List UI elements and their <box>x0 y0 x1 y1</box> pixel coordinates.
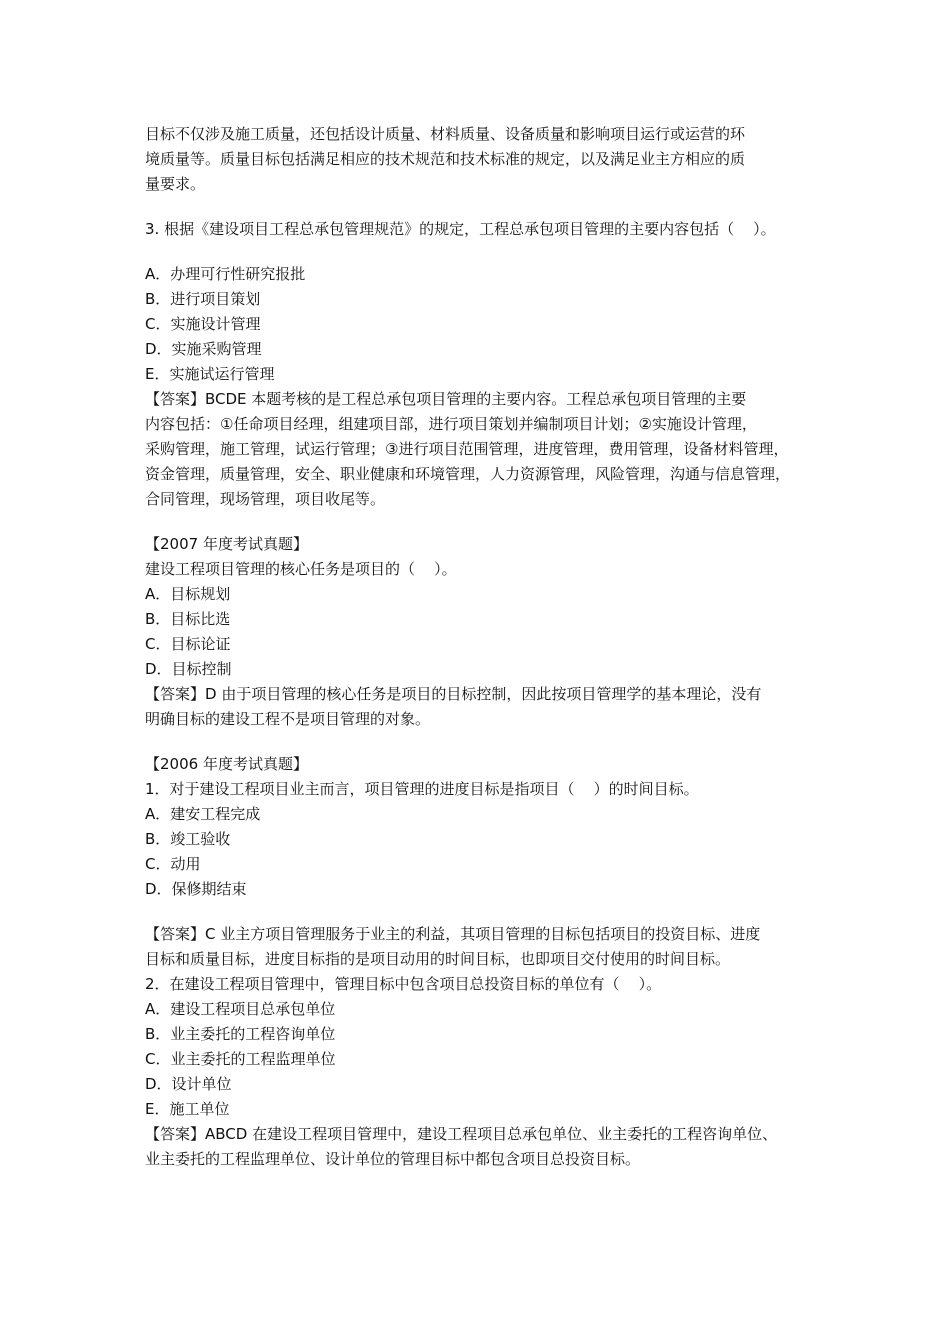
question-text: 3. 根据《建设项目工程总承包管理规范》的规定，工程总承包项目管理的主要内容包括（ ）。 <box>145 220 776 238</box>
option-d: D．设计单位 <box>145 1075 232 1093</box>
option-d: D．保修期结束 <box>145 880 247 898</box>
answer-line: 目标和质量目标，进度目标指的是项目动用的时间目标，也即项目交付使用的时间目标。 <box>145 950 731 968</box>
answer-line: 合同管理，现场管理，项目收尾等。 <box>145 490 386 508</box>
section-heading: 【2006 年度考试真题】 <box>145 755 308 773</box>
answer-line: 业主委托的工程监理单位、设计单位的管理目标中都包含项目总投资目标。 <box>145 1150 641 1168</box>
answer-line: 【答案】BCDE 本题考核的是工程总承包项目管理的主要内容。工程总承包项目管理的主要 <box>145 390 747 408</box>
answer-line: 【答案】ABCD 在建设工程项目管理中，建设工程项目总承包单位、业主委托的工程咨询单位、 <box>145 1125 778 1143</box>
answer-line: 明确目标的建设工程不是项目管理的对象。 <box>145 710 431 728</box>
text-line: 境质量等。质量目标包括满足相应的技术规范和技术标准的规定，以及满足业主方相应的质 <box>145 150 746 168</box>
option-c: C．实施设计管理 <box>145 315 261 333</box>
answer-line: 【答案】D 由于项目管理的核心任务是项目的目标控制，因此按项目管理学的基本理论，没有 <box>145 685 762 703</box>
option-c: C．动用 <box>145 855 201 873</box>
option-a: A．建设工程项目总承包单位 <box>145 1000 336 1018</box>
answer-line: 【答案】C 业主方项目管理服务于业主的利益，其项目管理的目标包括项目的投资目标、进度 <box>145 925 761 943</box>
option-a: A．建安工程完成 <box>145 805 261 823</box>
question-3-block <box>145 217 825 512</box>
option-d: D．实施采购管理 <box>145 340 262 358</box>
intro-paragraph <box>145 122 825 197</box>
question-text: 建设工程项目管理的核心任务是项目的（ ）。 <box>145 560 457 578</box>
option-c: C．目标论证 <box>145 635 231 653</box>
question-text: 1．对于建设工程项目业主而言，项目管理的进度目标是指项目（ ）的时间目标。 <box>145 780 699 798</box>
section-heading: 【2007 年度考试真题】 <box>145 535 308 553</box>
option-b: B．业主委托的工程咨询单位 <box>145 1025 336 1043</box>
option-d: D．目标控制 <box>145 660 232 678</box>
option-b: B．竣工验收 <box>145 830 231 848</box>
answer-line: 资金管理，质量管理，安全、职业健康和环境管理，人力资源管理，风险管理，沟通与信息管理， <box>145 465 791 483</box>
answer-line: 内容包括：①任命项目经理，组建项目部，进行项目策划并编制项目计划；②实施设计管理， <box>145 415 757 433</box>
text-line: 量要求。 <box>145 175 206 193</box>
exam-2006-block <box>145 752 825 1172</box>
option-a: A．目标规划 <box>145 585 231 603</box>
option-e: E．施工单位 <box>145 1100 230 1118</box>
option-c: C．业主委托的工程监理单位 <box>145 1050 336 1068</box>
document-page <box>145 122 825 1172</box>
text-line: 目标不仅涉及施工质量，还包括设计质量、材料质量、设备质量和影响项目运行或运营的环 <box>145 125 746 143</box>
option-b: B．进行项目策划 <box>145 290 261 308</box>
question-text: 2．在建设工程项目管理中，管理目标中包含项目总投资目标的单位有（ ）。 <box>145 975 662 993</box>
exam-2007-block <box>145 532 825 732</box>
option-e: E．实施试运行管理 <box>145 365 275 383</box>
option-b: B．目标比选 <box>145 610 231 628</box>
option-a: A．办理可行性研究报批 <box>145 265 306 283</box>
answer-line: 采购管理，施工管理，试运行管理；③进行项目范围管理，进度管理，费用管理，设备材料管理， <box>145 440 789 458</box>
